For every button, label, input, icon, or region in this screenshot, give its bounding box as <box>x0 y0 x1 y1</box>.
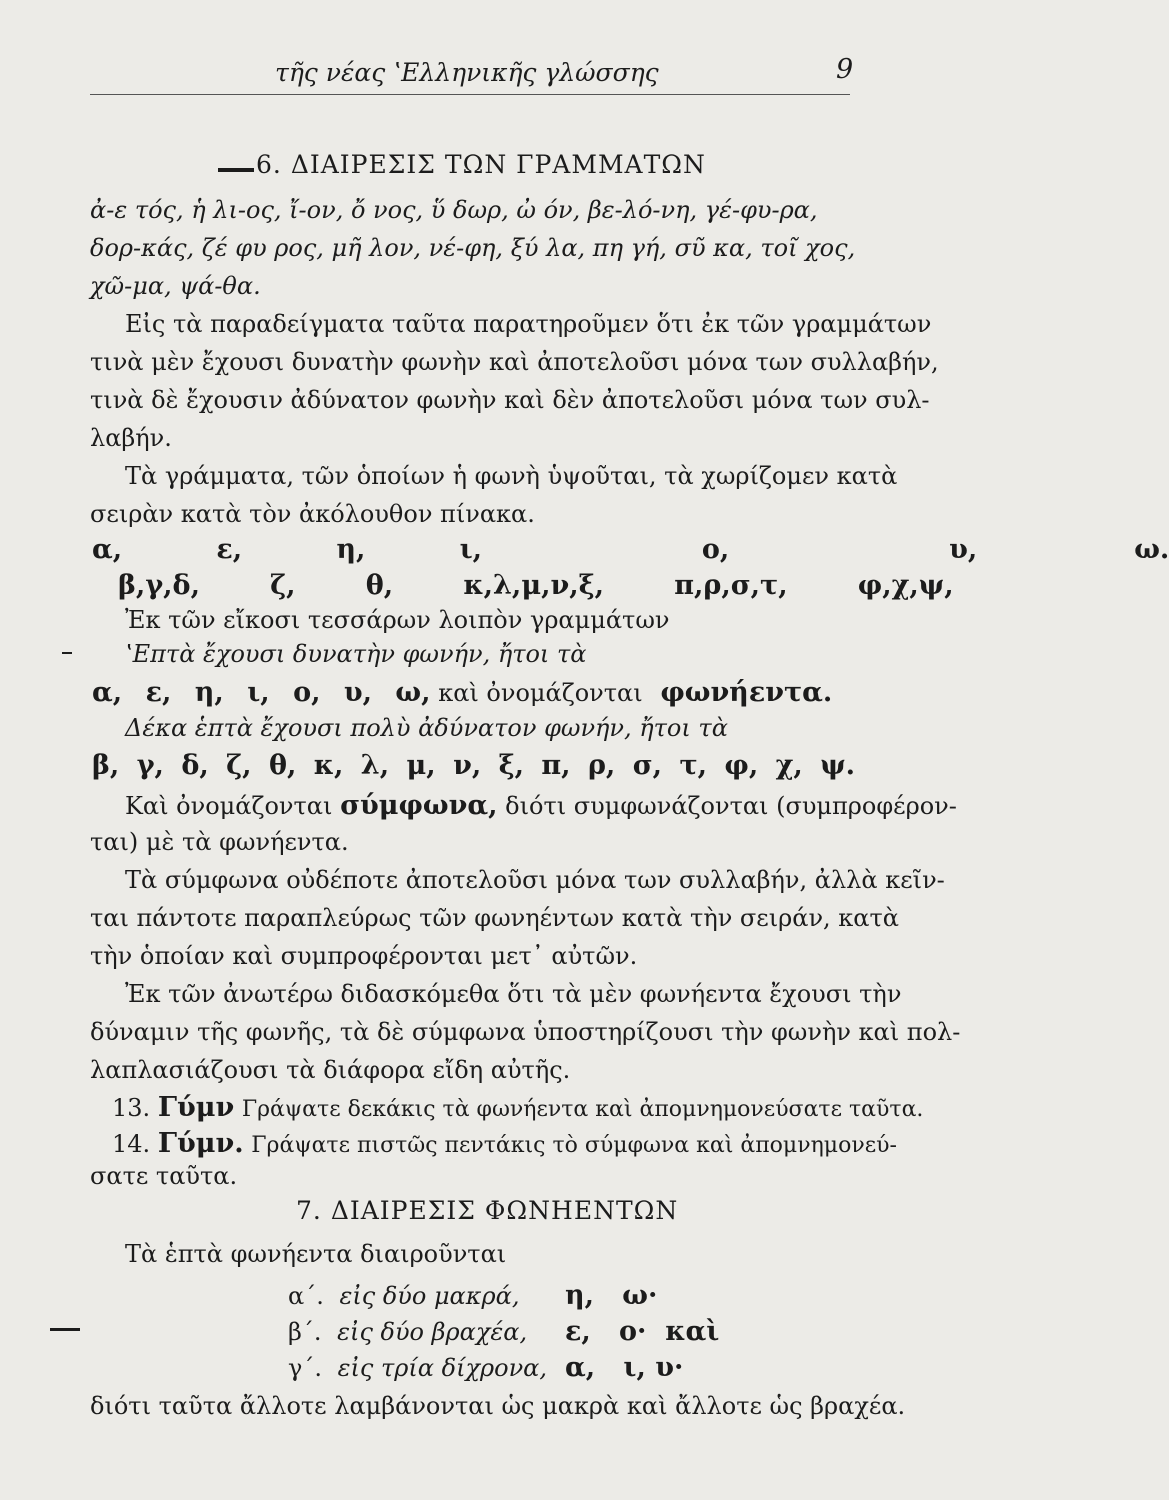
para6-line-2: ται) μὲ τὰ φωνήεντα. <box>90 828 349 856</box>
para4: ʽΕπτὰ ἔχουσι δυνατὴν φωνήν, ἤτοι τὰ <box>125 640 587 668</box>
para3: Ἐκ τῶν εἴκοσι τεσσάρων λοιπὸν γραμμάτων <box>125 606 670 634</box>
division-item-2-text: εἰς δύο βραχέα, <box>337 1318 528 1346</box>
division-item-1-label: α΄. <box>288 1282 324 1310</box>
section7-heading <box>296 1196 678 1225</box>
example-line-2: δορ-κάς, ζέ φυ ρος, μῆ λον, νέ-φη, ξύ λα, πη γή, σῦ κα, τοῖ χος, <box>90 234 856 262</box>
consonants-list: β, γ, δ, ζ, θ, κ, λ, μ, ν, ξ, π, ρ, σ, τ, φ, χ, ψ. <box>92 750 856 781</box>
exercise-13-label: Γύμν <box>157 1092 235 1123</box>
division-item-3-text: εἰς τρία δίχρονα, <box>337 1354 548 1382</box>
para8-line-1: Ἐκ τῶν ἀνωτέρω διδασκόμεθα ὅτι τὰ μὲν φωνήεντα ἔχουσι τὴν <box>125 980 902 1008</box>
vowel-row: α, ε, η, ι, ο, υ, ω. <box>92 534 1169 565</box>
exercise-13 <box>112 1092 923 1123</box>
running-title: τῆς νέας ʽΕλληνικῆς γλώσσης <box>275 58 659 87</box>
division-item-1-letters: η, ω· <box>565 1280 658 1311</box>
exercise-14-line-2: σατε ταῦτα. <box>90 1162 238 1190</box>
section6-title: ΔΙΑΙΡΕΣΙΣ ΤΩΝ ΓΡΑΜΜΑΤΩΝ <box>290 150 706 179</box>
para6-prefix: Καὶ ὀνομάζονται <box>125 792 333 820</box>
exercise-13-text: Γράψατε δεκάκις τὰ φωνήεντα καὶ ἀπομνημονεύσατε ταῦτα. <box>241 1097 924 1122</box>
section6-heading <box>256 150 706 179</box>
para1-line-4: λαβήν. <box>90 424 172 452</box>
example-line-1: ἀ-ε τός, ἡ λι-ος, ἴ-ον, ὄ νος, ὕ δωρ, ὠ όν, βε-λό-νη, γέ-φυ-ρα, <box>90 196 818 224</box>
para6-line-1 <box>125 790 957 821</box>
section7-number: 7. <box>296 1196 322 1225</box>
para8-line-3: λαπλασιάζουσι τὰ διάφορα εἴδη αὐτῆς. <box>90 1056 571 1084</box>
vowels-list: α, ε, η, ι, ο, υ, ω, <box>92 677 431 708</box>
example-line-3: χῶ-μα, ψά-θα. <box>90 272 261 300</box>
division-item-2 <box>288 1318 527 1346</box>
exercise-14-text: Γράψατε πιστῶς πεντάκις τὸ σύμφωνα καὶ ἀπομνημονεύ- <box>251 1133 897 1158</box>
division-item-2-label: β΄. <box>288 1318 322 1346</box>
para7-line-2: ται πάντοτε παραπλεύρως τῶν φωνηέντων κατὰ τὴν σειράν, κατὰ <box>90 904 899 932</box>
section7-closing: διότι ταῦτα ἄλλοτε λαμβάνονται ὡς μακρὰ καὶ ἄλλοτε ὡς βραχέα. <box>90 1392 906 1420</box>
division-item-3-label: γ΄. <box>288 1354 322 1382</box>
margin-dash-2 <box>50 1328 80 1331</box>
consonants-term: σύμφωνα, <box>340 790 498 821</box>
vowels-named-line <box>92 677 832 708</box>
section6-number: 6. <box>256 150 282 179</box>
division-item-3-letters: α, ι, υ· <box>565 1352 684 1383</box>
header-rule <box>90 94 850 95</box>
section7-title: ΔΙΑΙΡΕΣΙΣ ΦΩΝΗΕΝΤΩΝ <box>330 1196 679 1225</box>
para5: Δέκα ἑπτὰ ἔχουσι πολὺ ἀδύνατον φωνήν, ἤτοι τὰ <box>125 714 728 742</box>
section7-intro: Τὰ ἑπτὰ φωνήεντα διαιροῦνται <box>125 1240 507 1268</box>
division-item-3 <box>288 1354 547 1382</box>
para2-line-1: Τὰ γράμματα, τῶν ὁποίων ἡ φωνὴ ὑψοῦται, τὰ χωρίζομεν κατὰ <box>125 462 898 490</box>
vowels-term: φωνήεντα. <box>660 677 833 708</box>
division-item-2-letters: ε, ο· καὶ <box>565 1316 720 1347</box>
division-item-1 <box>288 1282 519 1310</box>
margin-tick <box>62 652 72 654</box>
para6-suffix: διότι συμφωνάζονται (συμπροφέρον- <box>505 792 957 820</box>
exercise-13-number: 13. <box>112 1094 151 1122</box>
division-item-1-text: εἰς δύο μακρά, <box>339 1282 520 1310</box>
para1-line-2: τινὰ μὲν ἔχουσι δυνατὴν φωνὴν καὶ ἀποτελοῦσι μόνα των συλλαβήν, <box>90 348 939 376</box>
para1-line-1: Εἰς τὰ παραδείγματα ταῦτα παρατηροῦμεν ὅτι ἐκ τῶν γραμμάτων <box>125 310 932 338</box>
para2-line-2: σειρὰν κατὰ τὸν ἀκόλουθον πίνακα. <box>90 500 535 528</box>
vowels-named-prefix: καὶ ὀνομάζονται <box>438 679 643 707</box>
para7-line-1: Τὰ σύμφωνα οὐδέποτε ἀποτελοῦσι μόνα των συλλαβήν, ἀλλὰ κεῖν- <box>125 866 945 894</box>
exercise-14 <box>112 1128 897 1159</box>
para7-line-3: τὴν ὁποίαν καὶ συμπροφέρονται μετ᾽ αὐτῶν. <box>90 942 638 970</box>
exercise-14-label: Γύμν. <box>157 1128 244 1159</box>
para8-line-2: δύναμιν τῆς φωνῆς, τὰ δὲ σύμφωνα ὑποστηρίζουσι τὴν φωνὴν καὶ πολ- <box>90 1018 961 1046</box>
exercise-14-number: 14. <box>112 1130 151 1158</box>
page-number: 9 <box>836 54 854 85</box>
consonant-row: β,γ,δ, ζ, θ, κ,λ,μ,ν,ξ, π,ρ,σ,τ, φ,χ,ψ, <box>118 570 954 601</box>
margin-dash <box>218 168 254 172</box>
para1-line-3: τινὰ δὲ ἔχουσιν ἀδύνατον φωνὴν καὶ δὲν ἀποτελοῦσι μόνα των συλ- <box>90 386 930 414</box>
